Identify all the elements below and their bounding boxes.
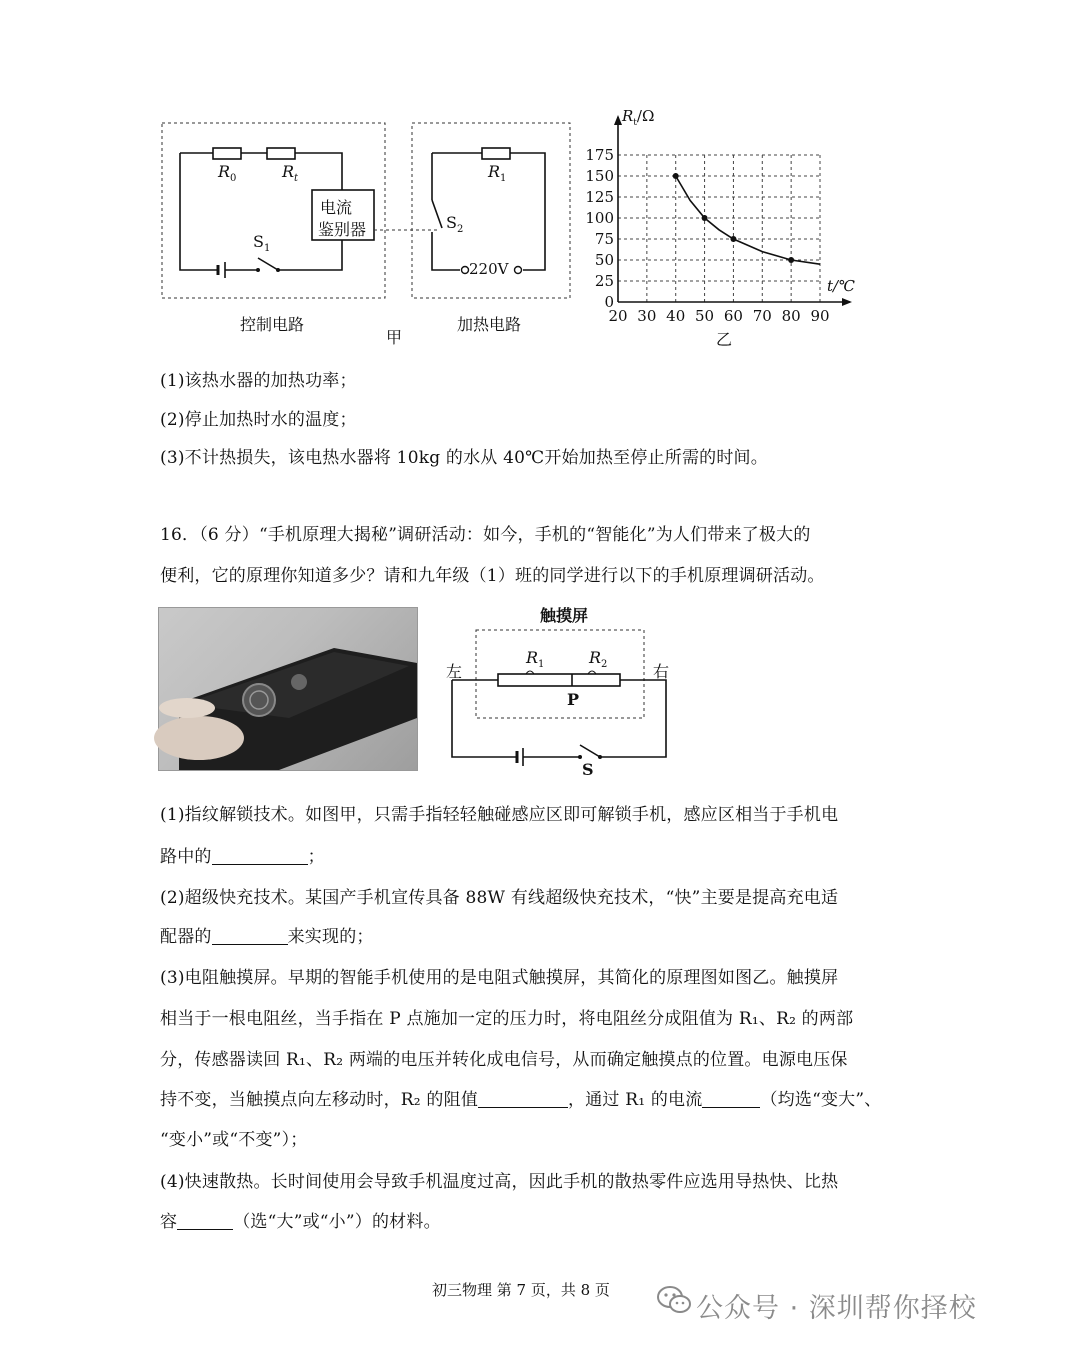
q15-part3: (3)不计热损失，该电热水器将 10kg 的水从 40℃开始加热至停止所需的时间。 [160, 448, 768, 468]
blank-5[interactable] [177, 1212, 233, 1230]
blank-3[interactable] [478, 1090, 568, 1108]
y-tick-label: 100 [585, 209, 614, 227]
x-tick-label: 90 [810, 307, 830, 325]
y-tick-label: 50 [594, 251, 614, 269]
q15-part2: (2)停止加热时水的温度； [160, 410, 357, 430]
p2-line2: 配器的 来实现的； [160, 927, 374, 947]
label-s2: $S_2$ [446, 213, 464, 236]
chart-ylabel: $R_t/\Omega$ [622, 107, 655, 128]
label-rt: $R_t$ [282, 162, 299, 185]
figure-jia-circuits [150, 110, 590, 350]
detector-line1: 电流 [320, 198, 353, 217]
p3-line1: (3)电阻触摸屏。早期的智能手机使用的是电阻式触摸屏，其简化的原理图如图乙。触摸屏 [160, 968, 839, 988]
y-tick-label: 175 [585, 146, 614, 164]
label-r0: $R_0$ [218, 162, 237, 185]
p2-line1: (2)超级快充技术。某国产手机宣传具备 88W 有线超级快充技术，“快”主要是提高充电适 [160, 888, 839, 908]
figure-touchscreen-circuit [440, 600, 680, 780]
control-circuit-label: 控制电路 [240, 315, 305, 334]
y-tick-label: 75 [594, 230, 614, 248]
data-point [788, 257, 794, 263]
fingerprint-icon [243, 684, 275, 716]
blank-4[interactable] [702, 1090, 760, 1108]
data-point [702, 215, 708, 221]
x-tick-label: 60 [723, 307, 743, 325]
data-curve [676, 176, 820, 264]
label-s1: $S_1$ [253, 232, 271, 255]
p3-line3: 分，传感器读回 R₁、R₂ 两端的电压并转化成电信号，从而确定触摸点的位置。电源电压保 [160, 1050, 848, 1070]
p3-line2: 相当于一根电阻丝，当手指在 P 点施加一定的压力时，将电阻丝分成阻值为 R₁、R₂ 的两部 [160, 1009, 854, 1029]
blank-1[interactable] [212, 847, 308, 865]
y-axis-arrow [614, 115, 622, 125]
label-r1: $R_1$ [488, 162, 507, 185]
p1-line2: 路中的 ； [160, 847, 325, 867]
watermark: 公众号 · 深圳帮你择校 [696, 1293, 977, 1324]
blank-2[interactable] [212, 927, 288, 945]
p3-line5: “变小”或“不变”）； [160, 1130, 308, 1150]
x-tick-label: 80 [781, 307, 801, 325]
page-footer: 初三物理 第 7 页，共 8 页 [432, 1281, 610, 1299]
y-tick-label: 150 [585, 167, 614, 185]
q15-part1: (1)该热水器的加热功率； [160, 371, 357, 391]
heating-circuit-label: 加热电路 [457, 315, 522, 334]
detector-line2: 鉴别器 [318, 220, 367, 239]
label-220v: 220V [469, 260, 509, 278]
x-tick-label: 50 [695, 307, 715, 325]
data-point [673, 173, 679, 179]
label-s: S [582, 760, 594, 779]
label-touch-r2: $R_2$ [589, 648, 608, 671]
x-tick-label: 20 [608, 307, 628, 325]
label-touch-r1: $R_1$ [526, 648, 545, 671]
figure-jia-caption: 甲 [386, 328, 403, 347]
x-tick-label: 70 [752, 307, 772, 325]
chart-xlabel: t/℃ [827, 277, 855, 295]
phone-fingerprint-photo [158, 607, 418, 771]
q16-line1: 16．（6 分）“手机原理大揭秘”调研活动：如今，手机的“智能化”为人们带来了极大的 [160, 525, 811, 545]
y-tick-label: 0 [604, 293, 614, 311]
touchscreen-title: 触摸屏 [540, 606, 589, 625]
label-p: P [567, 690, 580, 709]
p4-line2: 容 （选“大”或“小”）的材料。 [160, 1212, 441, 1232]
q16-line2: 便利，它的原理你知道多少？请和九年级（1）班的同学进行以下的手机原理调研活动。 [160, 566, 825, 586]
chart-caption: 乙 [716, 330, 733, 349]
phone-illustration [159, 608, 417, 770]
y-tick-label: 25 [594, 272, 614, 290]
x-tick-label: 40 [666, 307, 686, 325]
x-axis-arrow [842, 298, 852, 306]
label-left: 左 [446, 662, 463, 681]
p3-line4: 持不变，当触摸点向左移动时，R₂ 的阻值 ，通过 R₁ 的电流 （均选“变大”、 [160, 1090, 882, 1110]
chart-rt-vs-t [585, 105, 865, 345]
wechat-icon [656, 1284, 692, 1316]
data-point [730, 236, 736, 242]
y-tick-label: 125 [585, 188, 614, 206]
p1-line1: (1)指纹解锁技术。如图甲，只需手指轻轻触碰感应区即可解锁手机，感应区相当于手机电 [160, 805, 839, 825]
label-right: 右 [653, 662, 670, 681]
x-tick-label: 30 [637, 307, 657, 325]
p4-line1: (4)快速散热。长时间使用会导致手机温度过高，因此手机的散热零件应选用导热快、比热 [160, 1172, 839, 1192]
